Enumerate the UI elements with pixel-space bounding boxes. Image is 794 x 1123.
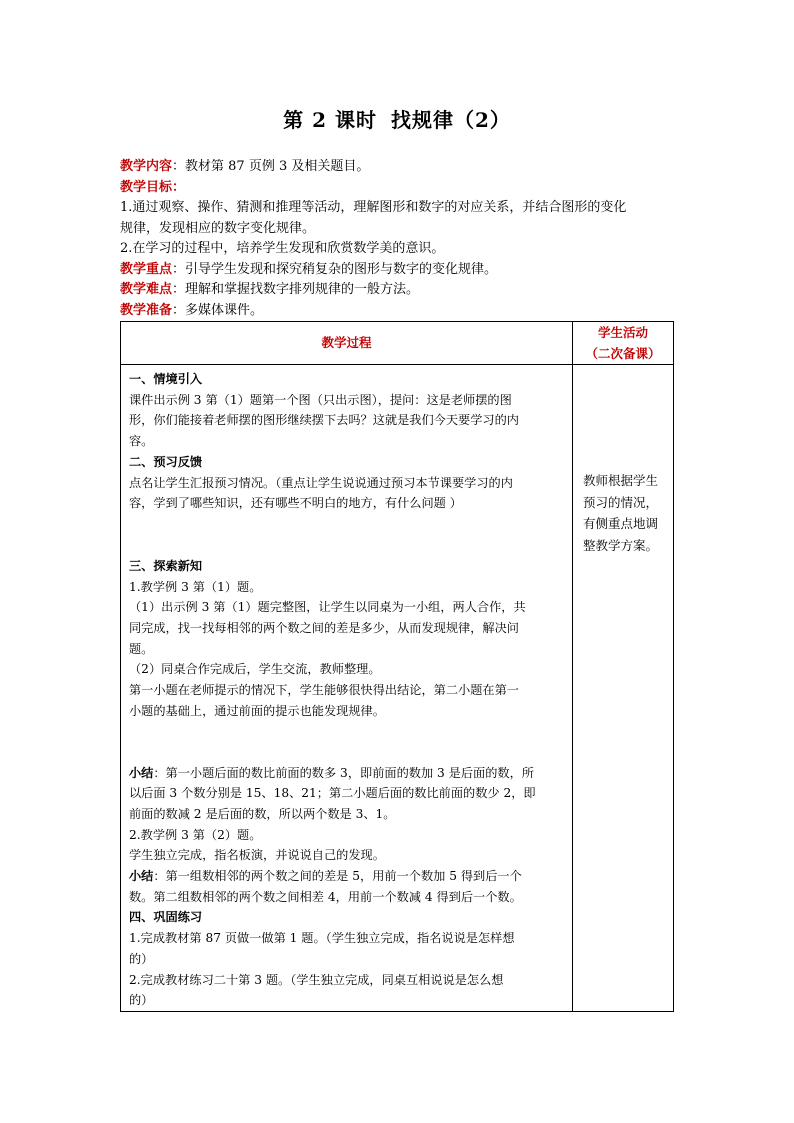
lesson-topic: 找规律（2） bbox=[390, 108, 511, 132]
text-line: 小题的基础上，通过前面的提示也能发现规律。 bbox=[129, 703, 385, 718]
text-line: 2.完成教材练习二十第 3 题。（学生独立完成，同桌互相说说是怎么想 bbox=[129, 972, 504, 987]
prep-line bbox=[120, 301, 680, 322]
goal-item-1: 1.通过观察、操作、猜测和推理等活动，理解图形和数字的对应关系，并结合图形的变化 bbox=[120, 200, 627, 215]
text-line: 学生独立完成，指名板演，并说说自己的发现。 bbox=[129, 848, 385, 863]
lesson-meta bbox=[120, 157, 680, 321]
section-intro-title: 一、情境引入 bbox=[129, 372, 203, 386]
text-line: 的） bbox=[129, 993, 154, 1008]
text-line: 容。 bbox=[129, 434, 154, 449]
content-text: ：教材第 87 页例 3 及相关题目。 bbox=[172, 159, 370, 174]
activity-cell bbox=[573, 365, 674, 1012]
table-body-row bbox=[121, 365, 674, 1012]
text-line: 课件出示例 3 第（1）题第一个图（只出示图），提问：这是老师摆的图 bbox=[129, 392, 512, 407]
section-practice-title: 四、巩固练习 bbox=[129, 910, 203, 925]
text-line: 的） bbox=[129, 951, 154, 966]
goal-line: 教学目标： bbox=[120, 179, 186, 195]
text-line: 形，你们能接着老师摆的图形继续摆下去吗？这就是我们今天要学习的内 bbox=[129, 413, 519, 428]
summary-2: 小结：第一组数相邻的两个数之间的差是 5，用前一个数加 5 得到后一个 bbox=[129, 869, 522, 884]
text-line: 同完成，找一找每相邻的两个数之间的差是多少，从而发现规律，解决问 bbox=[129, 621, 519, 636]
text-line: 1.完成教材第 87 页做一做第 1 题。（学生独立完成，指名说说是怎样想 bbox=[129, 931, 515, 946]
summary-1: 小结：第一小题后面的数比前面的数多 3，即前面的数加 3 是后面的数，所 bbox=[129, 765, 534, 780]
goal-item-1-cont: 规律，发现相应的数字变化规律。 bbox=[120, 220, 316, 236]
summary-label: 小结 bbox=[129, 869, 154, 884]
text-line: 第一小题在老师提示的情况下，学生能够很快得出结论，第二小题在第一 bbox=[129, 683, 519, 698]
key-text: ：引导学生发现和探究稍复杂的图形与数字的变化规律。 bbox=[172, 261, 498, 277]
prep-text: ：多媒体课件。 bbox=[172, 302, 264, 318]
teacher-note: 教师根据学生预习的情况，有侧重点地调整教学方案。 bbox=[583, 473, 659, 553]
text-line: 前面的数减 2 是后面的数，所以两个数是 3、1。 bbox=[129, 806, 396, 821]
text-line: 以后面 3 个数分别是 15、18、21；第二小题后面的数比前面的数少 2，即 bbox=[129, 786, 536, 801]
summary-label: 小结 bbox=[129, 765, 154, 780]
content-line bbox=[120, 157, 680, 178]
text-line: 1.教学例 3 第（1）题。 bbox=[129, 579, 262, 594]
text-line: 题。 bbox=[129, 641, 154, 656]
difficulty-label: 教学难点 bbox=[120, 282, 173, 297]
text-line: （1）出示例 3 第（1）题完整图，让学生以同桌为一小组，两人合作，共 bbox=[129, 600, 526, 615]
lesson-number: 第 2 课时 bbox=[283, 108, 377, 132]
lesson-table bbox=[120, 321, 674, 1012]
process-cell bbox=[121, 365, 573, 1012]
content-label: 教学内容 bbox=[120, 159, 173, 174]
page-title bbox=[0, 104, 794, 133]
text-line: 容，学到了哪些知识，还有哪些不明白的地方，有什么问题 ） bbox=[129, 496, 462, 511]
difficulty-line bbox=[120, 280, 680, 301]
key-line bbox=[120, 260, 680, 281]
goal-item-2: 2.在学习的过程中，培养学生发现和欣赏数学美的意识。 bbox=[120, 241, 445, 256]
text-line: 数。第二组数相邻的两个数之间相差 4，用前一个数减 4 得到后一个数。 bbox=[129, 889, 522, 904]
text-line: 点名让学生汇报预习情况。（重点让学生说说通过预习本节课要学习的内 bbox=[129, 475, 513, 490]
section-explore-title: 三、探索新知 bbox=[129, 558, 203, 573]
section-preview-title: 二、预习反馈 bbox=[129, 454, 203, 469]
goal-label: 教学目标 bbox=[120, 179, 173, 195]
table-header-row bbox=[121, 322, 674, 365]
text-line: 2.教学例 3 第（2）题。 bbox=[129, 827, 262, 842]
header-activity: 学生活动 （二次备课） bbox=[573, 322, 674, 365]
difficulty-text: ：理解和掌握找数字排列规律的一般方法。 bbox=[172, 282, 420, 297]
prep-label: 教学准备 bbox=[120, 302, 173, 318]
key-label: 教学重点 bbox=[120, 261, 173, 277]
header-process: 教学过程 bbox=[121, 322, 573, 365]
text-line: （2）同桌合作完成后，学生交流，教师整理。 bbox=[129, 662, 381, 677]
